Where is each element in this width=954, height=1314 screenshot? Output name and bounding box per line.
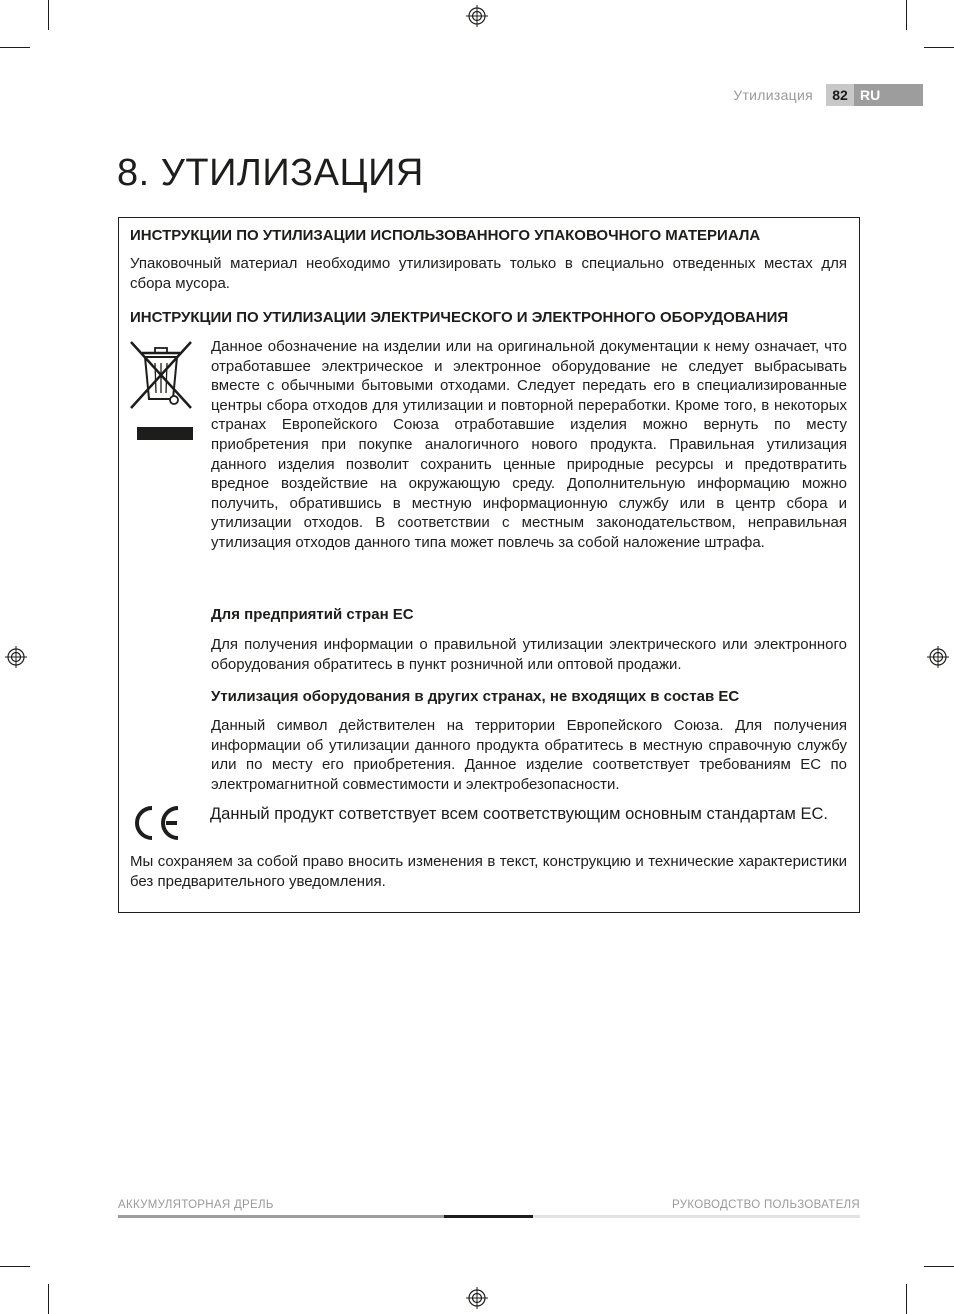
footer-manual-name: РУКОВОДСТВО ПОЛЬЗОВАТЕЛЯ bbox=[672, 1199, 860, 1211]
weee-crossed-bin-icon bbox=[128, 339, 194, 411]
page-title: 8. УТИЛИЗАЦИЯ bbox=[117, 152, 424, 194]
page-number: 82 bbox=[826, 84, 854, 106]
packaging-heading: ИНСТРУКЦИИ ПО УТИЛИЗАЦИИ ИСПОЛЬЗОВАННОГО УПАКОВОЧНОГО МАТЕРИАЛА bbox=[130, 227, 761, 244]
electrical-heading: ИНСТРУКЦИИ ПО УТИЛИЗАЦИИ ЭЛЕКТРИЧЕСКОГО И ЭЛЕКТРОННОГО ОБОРУДОВАНИЯ bbox=[130, 309, 789, 326]
ce-mark-icon bbox=[130, 804, 182, 842]
crop-mark bbox=[0, 47, 30, 48]
eu-business-heading: Для предприятий стран ЕС bbox=[211, 606, 414, 623]
crop-mark bbox=[0, 1266, 30, 1267]
footer-bar-segment bbox=[533, 1215, 860, 1218]
registration-mark-icon bbox=[466, 1287, 488, 1309]
disclaimer-text: Мы сохраняем за собой право вносить изменения в текст, конструкцию и технические характеристики без предварительного уведомления. bbox=[130, 853, 847, 890]
crop-mark bbox=[48, 0, 49, 30]
non-eu-text: Данный символ действителен на территории Европейского Союза. Для получения информации об утилизации данного продукта обратитесь в местную справочную службу или по месту его приобретения. Данное изделие соответствует требованиям ЕС по электромагнитной совместимости и электробезопасности. bbox=[211, 717, 847, 793]
registration-mark-icon bbox=[466, 5, 488, 27]
crop-mark bbox=[924, 1266, 954, 1267]
electrical-text: Данное обозначение на изделии или на оригинальной документации к нему означает, что отработавшее электрическое и электронное оборудование не следует выбрасывать вместе с обычными бытовыми отходами. Следует передать его в специализированные центры сбора отходов для утилизации и повторной переработки. Кроме того, в некоторых странах Европейского Союза отработавшие изделия можно вернуть по месту приобретения при покупке аналогичного нового продукта. Правильная утилизация данного изделия позволит сохранить ценные природные ресурсы и предотвратить вредное воздействие на окружающую среду. Дополнительную информацию можно получить, обратившись в местную информационную службу или в центр сбора и утилизации отходов. В соответствии с местным законодательством, неправильная утилизация отходов данного типа может повлечь за собой наложение штрафа. bbox=[211, 338, 847, 551]
eu-business-text: Для получения информации о правильной утилизации электрического или электронного оборудования обратитесь в пункт розничной или оптовой продажи. bbox=[211, 636, 847, 673]
footer-product-name: АККУМУЛЯТОРНАЯ ДРЕЛЬ bbox=[118, 1199, 274, 1211]
ce-text: Данный продукт сответствует всем соответствующим основным стандартам ЕС. bbox=[210, 805, 828, 823]
crop-mark bbox=[906, 1284, 907, 1314]
header-section-name: Утилизация bbox=[733, 87, 813, 103]
registration-mark-icon bbox=[927, 646, 949, 668]
crop-mark bbox=[48, 1284, 49, 1314]
footer-bar-segment bbox=[444, 1215, 533, 1218]
packaging-text: Упаковочный материал необходимо утилизировать только в специально отведенных местах для сбора мусора. bbox=[130, 255, 847, 292]
crop-mark bbox=[906, 0, 907, 30]
language-tab: RU bbox=[854, 84, 923, 106]
registration-mark-icon bbox=[5, 646, 27, 668]
non-eu-heading: Утилизация оборудования в других странах, не входящих в состав ЕС bbox=[211, 688, 740, 705]
footer-bar-segment bbox=[118, 1215, 444, 1218]
weee-bar bbox=[137, 427, 193, 440]
crop-mark bbox=[924, 47, 954, 48]
